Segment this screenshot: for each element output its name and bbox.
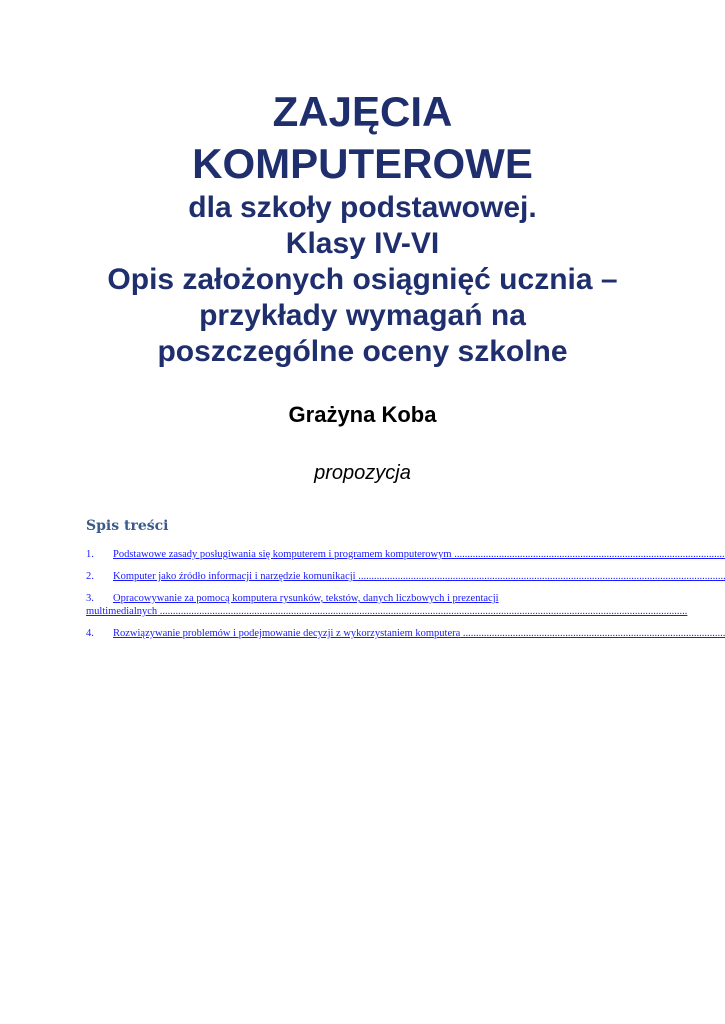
toc-entry-number: 3. — [86, 593, 94, 604]
subtitle-line-2: Klasy IV-VI — [285, 227, 440, 260]
toc-entry-4[interactable] — [86, 627, 725, 640]
proposal-note: propozycja — [314, 462, 411, 484]
toc-entry-text: Rozwiązywanie problemów i podejmowanie decyzji z wykorzystaniem komputera — [113, 628, 461, 639]
toc-leader-dots — [356, 571, 725, 582]
toc-entry-text: Komputer jako źródło informacji i narzędzie komunikacji — [113, 571, 356, 582]
author-name: Grażyna Koba — [288, 402, 437, 427]
subtitle-line-4: przykłady wymagań na — [199, 299, 526, 332]
toc-entry-text: multimedialnych — [86, 606, 158, 617]
title-line-1: ZAJĘCIA — [272, 88, 453, 135]
toc-entry-number: 2. — [86, 571, 94, 582]
title-line-2: KOMPUTEROWE — [192, 140, 533, 187]
toc-leader-dots — [460, 628, 725, 639]
toc-entry-text: Opracowywanie za pomocą komputera rysunków, tekstów, danych liczbowych i prezentacji — [113, 593, 499, 604]
toc-entry-3-continued[interactable] — [86, 605, 725, 618]
toc-heading: Spis treści — [86, 518, 169, 534]
subtitle-line-1: dla szkoły podstawowej. — [188, 191, 537, 224]
subtitle-line-5: poszczególne oceny szkolne — [157, 335, 568, 368]
toc-entry-text: Podstawowe zasady posługiwania się komputerem i programem komputerowym — [113, 549, 452, 560]
toc-leader-dots — [452, 549, 725, 560]
table-of-contents — [86, 548, 725, 649]
subtitle-line-3: Opis założonych osiągnięć ucznia – — [107, 263, 618, 296]
toc-entry-3[interactable] — [86, 592, 725, 605]
toc-entry-2[interactable] — [86, 570, 725, 583]
toc-leader-dots — [157, 606, 687, 617]
toc-entry-1[interactable] — [86, 548, 725, 561]
toc-entry-number: 1. — [86, 549, 94, 560]
document-title — [0, 86, 725, 370]
toc-entry-number: 4. — [86, 628, 94, 639]
